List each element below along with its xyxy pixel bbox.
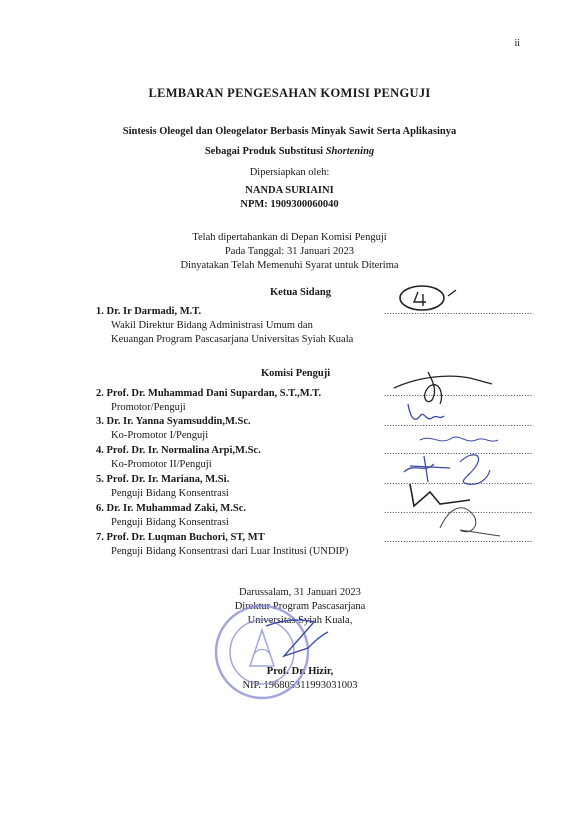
thesis-title-line2 — [0, 146, 579, 157]
committee-heading: Komisi Penguji — [261, 368, 331, 379]
signing-place-date: Darussalam, 31 Januari 2023 — [239, 587, 361, 598]
committee-signatures — [380, 366, 533, 556]
signature-line: ...................................................... — [384, 446, 533, 456]
signer-position-line1: Direktur Program Pascasarjana — [234, 601, 366, 612]
committee-member-name: 3. Dr. Ir. Yanna Syamsuddin,M.Sc. — [96, 416, 251, 427]
signature-line: ...................................................... — [384, 476, 533, 486]
chair-name: 1. Dr. Ir Darmadi, M.T. — [96, 306, 202, 317]
chair-role-line1: Wakil Direktur Bidang Administrasi Umum dan — [111, 320, 313, 331]
defense-statement-line1: Telah dipertahankan di Depan Komisi Penguji — [192, 232, 387, 243]
author-name: NANDA SURIAINI — [245, 185, 334, 196]
page-title: LEMBARAN PENGESAHAN KOMISI PENGUJI — [148, 86, 431, 100]
signature-line: ...................................................... — [384, 534, 533, 544]
signature-line: ...................................................... — [384, 388, 533, 398]
signer-position-line2: Universitas Syiah Kuala, — [247, 615, 353, 626]
prepared-by-label: Dipersiapkan oleh: — [249, 167, 330, 178]
chair-signature — [396, 282, 466, 314]
defense-statement-line3: Dinyatakan Telah Memenuhi Syarat untuk Diterima — [180, 260, 399, 271]
committee-member-name: 4. Prof. Dr. Ir. Normalina Arpi,M.Sc. — [96, 445, 261, 456]
chair-role-line2: Keuangan Program Pascasarjana Universitas Syiah Kuala — [111, 334, 354, 345]
signer-nip: NIP. 196805311993031003 — [242, 680, 358, 691]
committee-member-role: Penguji Bidang Konsentrasi — [111, 517, 229, 528]
defense-date: Pada Tanggal: 31 Januari 2023 — [224, 246, 355, 257]
committee-member-role: Penguji Bidang Konsentrasi — [111, 488, 229, 499]
committee-member-role: Ko-Promotor II/Penguji — [111, 459, 212, 470]
signer-name: Prof. Dr. Hizir, — [266, 666, 334, 677]
committee-member-role: Promotor/Penguji — [111, 402, 186, 413]
director-signature — [262, 612, 342, 672]
committee-member-role: Ko-Promotor I/Penguji — [111, 430, 209, 441]
chair-signature-line: ...................................................... — [384, 306, 533, 316]
chair-heading: Ketua Sidang — [270, 287, 331, 298]
thesis-title-italic: Shortening — [325, 146, 375, 157]
signature-line: ...................................................... — [384, 505, 533, 515]
committee-member-name: 5. Prof. Dr. Ir. Mariana, M.Si. — [96, 474, 230, 485]
thesis-title-line1: Sintesis Oleogel dan Oleogelator Berbasis Minyak Sawit Serta Aplikasinya — [122, 126, 457, 137]
committee-member-name: 2. Prof. Dr. Muhammad Dani Supardan, S.T.,M.T. — [96, 388, 322, 399]
thesis-title-line2-prefix: Sebagai Produk Substitusi — [204, 146, 326, 157]
signature-line: ...................................................... — [384, 418, 533, 428]
committee-member-role: Penguji Bidang Konsentrasi dari Luar Institusi (UNDIP) — [111, 546, 349, 557]
committee-member-name: 7. Prof. Dr. Luqman Buchori, ST, MT — [96, 532, 265, 543]
committee-member-name: 6. Dr. Ir. Muhammad Zaki, M.Sc. — [96, 503, 247, 514]
page-number: ii — [514, 38, 520, 49]
author-npm: NPM: 1909300060040 — [240, 199, 339, 210]
